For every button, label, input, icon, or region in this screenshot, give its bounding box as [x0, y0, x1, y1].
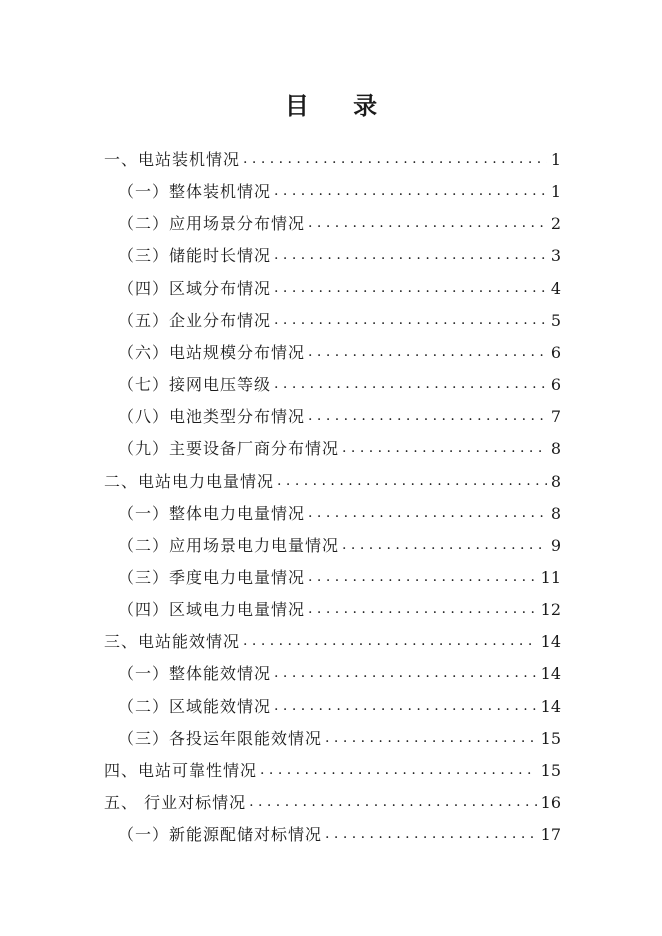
toc-entry-label: （六）电站规模分布情况	[118, 342, 306, 362]
toc-subsection-entry[interactable]	[118, 562, 561, 594]
toc-dot-leader	[274, 374, 547, 394]
toc-page-number: 8	[550, 439, 561, 459]
toc-dot-leader	[243, 149, 547, 169]
toc-entry-label: （八）电池类型分布情况	[118, 407, 306, 427]
toc-dot-leader	[308, 342, 547, 362]
toc-dot-leader	[325, 728, 537, 748]
toc-entry-label: 一、电站装机情况	[104, 150, 241, 169]
toc-dot-leader	[342, 535, 547, 555]
toc-dot-leader	[308, 599, 537, 619]
toc-entry-label: 二、电站电力电量情况	[104, 471, 275, 491]
toc-dot-leader	[243, 631, 537, 651]
toc-entry-label: （一）新能源配储对标情况	[118, 825, 323, 845]
toc-dot-leader	[325, 824, 537, 844]
toc-page-number: 7	[550, 407, 561, 427]
toc-section-entry[interactable]	[104, 626, 561, 658]
toc-page-number: 11	[540, 567, 561, 587]
toc-page-number: 14	[540, 696, 561, 716]
toc-entry-label: （二）区域能效情况	[118, 696, 272, 716]
toc-subsection-entry[interactable]	[118, 240, 561, 272]
toc-entry-label: （三）各投运年限能效情况	[118, 728, 323, 748]
toc-subsection-entry[interactable]	[118, 208, 561, 240]
toc-entry-label: （一）整体电力电量情况	[118, 503, 306, 523]
toc-page-number: 8	[550, 471, 561, 491]
toc-entry-label: （四）区域电力电量情况	[118, 600, 306, 620]
toc-entry-label: （二）应用场景分布情况	[118, 214, 306, 234]
toc-page-number: 2	[550, 214, 561, 234]
toc-dot-leader	[308, 567, 537, 587]
toc-section-entry[interactable]	[104, 144, 561, 176]
toc-dot-leader	[274, 310, 547, 330]
toc-dot-leader	[274, 245, 547, 265]
toc-subsection-entry[interactable]	[118, 819, 561, 851]
toc-page-number: 6	[550, 342, 561, 362]
toc-dot-leader	[274, 278, 547, 298]
toc-entry-label: （一）整体装机情况	[118, 182, 272, 202]
toc-subsection-entry[interactable]	[118, 305, 561, 337]
toc-dot-leader	[274, 696, 537, 716]
toc-page-number: 6	[550, 375, 561, 395]
toc-subsection-entry[interactable]	[118, 723, 561, 755]
toc-dot-leader	[260, 760, 537, 780]
toc-page-number: 14	[540, 664, 561, 684]
toc-page-number: 5	[550, 310, 561, 330]
toc-subsection-entry[interactable]	[118, 273, 561, 305]
toc-entry-label: （二）应用场景电力电量情况	[118, 535, 340, 555]
toc-page-number: 1	[550, 182, 561, 202]
toc-subsection-entry[interactable]	[118, 401, 561, 433]
toc-dot-leader	[249, 792, 537, 812]
toc-page-number: 15	[540, 728, 561, 748]
toc-dot-leader	[308, 503, 547, 523]
toc-dot-leader	[274, 663, 537, 683]
toc-subsection-entry[interactable]	[118, 369, 561, 401]
toc-section-entry[interactable]	[104, 755, 561, 787]
toc-entry-label: 五、 行业对标情况	[104, 793, 247, 812]
toc-page-number: 4	[550, 278, 561, 298]
toc-entry-label: （三）季度电力电量情况	[118, 567, 306, 587]
toc-subsection-entry[interactable]	[118, 594, 561, 626]
toc-page-number: 3	[550, 246, 561, 266]
toc-page-number: 17	[540, 825, 561, 845]
toc-entry-label: （三）储能时长情况	[118, 246, 272, 266]
toc-subsection-entry[interactable]	[118, 530, 561, 562]
toc-page-number: 8	[550, 503, 561, 523]
toc-dot-leader	[342, 438, 547, 458]
toc-dot-leader	[277, 471, 547, 491]
toc-entry-label: 四、电站可靠性情况	[104, 760, 258, 780]
toc-subsection-entry[interactable]	[118, 337, 561, 369]
toc-entry-label: （五）企业分布情况	[118, 310, 272, 330]
toc-page-number: 12	[540, 600, 561, 620]
toc-subsection-entry[interactable]	[118, 176, 561, 208]
toc-dot-leader	[274, 181, 547, 201]
toc-entry-label: （九）主要设备厂商分布情况	[118, 439, 340, 459]
toc-page-number: 9	[550, 535, 561, 555]
toc-page-number: 14	[540, 632, 561, 652]
toc-page-number: 15	[540, 760, 561, 780]
toc-subsection-entry[interactable]	[118, 498, 561, 530]
toc-section-entry[interactable]	[104, 466, 561, 498]
toc-section-entry[interactable]	[104, 787, 561, 819]
toc-page-number: 16	[540, 793, 561, 812]
toc-entry-label: （七）接网电压等级	[118, 375, 272, 395]
toc-dot-leader	[308, 406, 547, 426]
toc-dot-leader	[308, 213, 547, 233]
toc-page-number: 1	[550, 150, 561, 169]
toc-subsection-entry[interactable]	[118, 433, 561, 465]
toc-subsection-entry[interactable]	[118, 691, 561, 723]
toc-entry-label: （一）整体能效情况	[118, 664, 272, 684]
page-title: 目 录	[284, 91, 396, 120]
toc-subsection-entry[interactable]	[118, 658, 561, 690]
toc-entry-label: （四）区域分布情况	[118, 278, 272, 298]
toc-entry-label: 三、电站能效情况	[104, 632, 241, 652]
